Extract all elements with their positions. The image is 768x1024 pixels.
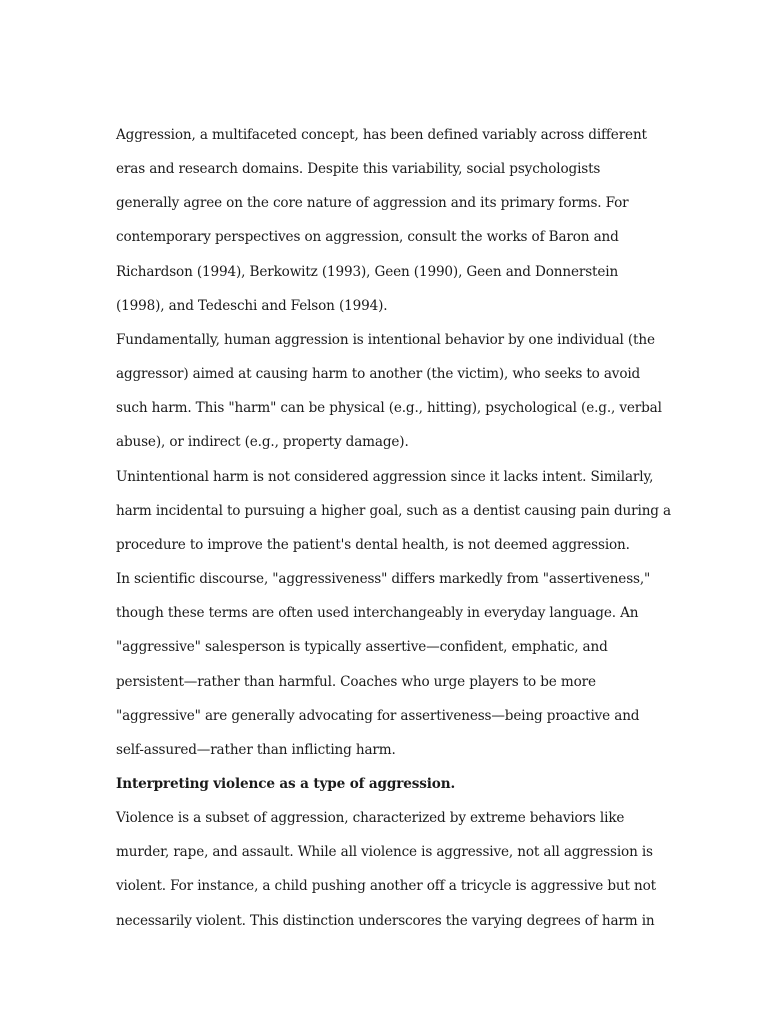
paragraph-unintentional-harm xyxy=(116,460,671,562)
paragraph-human-aggression xyxy=(116,323,662,460)
text-line: "aggressive" salesperson is typically assertive—confident, emphatic, and xyxy=(116,639,608,656)
text-line: though these terms are often used interchangeably in everyday language. An xyxy=(116,605,639,622)
heading-text: Interpreting violence as a type of aggression. xyxy=(116,775,456,792)
text-line: generally agree on the core nature of aggression and its primary forms. For xyxy=(116,195,629,212)
text-line: violent. For instance, a child pushing another off a tricycle is aggressive but not xyxy=(116,878,656,895)
text-line: (1998), and Tedeschi and Felson (1994). xyxy=(116,297,388,314)
paragraph-assertiveness xyxy=(116,562,656,767)
text-line: murder, rape, and assault. While all violence is aggressive, not all aggression is xyxy=(116,844,653,861)
text-line: Aggression, a multifaceted concept, has been defined variably across different xyxy=(116,127,647,143)
text-line: eras and research domains. Despite this variability, social psychologists xyxy=(116,161,601,178)
text-line: Richardson (1994), Berkowitz (1993), Geen (1990), Geen and Donnerstein xyxy=(116,263,619,280)
section-heading xyxy=(116,767,656,801)
text-line: procedure to improve the patient's dental health, is not deemed aggression. xyxy=(116,536,630,553)
text-line: Unintentional harm is not considered aggression since it lacks intent. Similarly, xyxy=(116,468,654,485)
paragraph-violence xyxy=(116,801,656,938)
text-line: "aggressive" are generally advocating for assertiveness—being proactive and xyxy=(116,707,640,724)
text-line: harm incidental to pursuing a higher goal, such as a dentist causing pain during a xyxy=(116,502,671,519)
text-line: abuse), or indirect (e.g., property damage). xyxy=(116,434,409,451)
text-line: aggressor) aimed at causing harm to another (the victim), who seeks to avoid xyxy=(116,366,641,383)
text-line: necessarily violent. This distinction underscores the varying degrees of harm in xyxy=(116,912,655,929)
text-line: contemporary perspectives on aggression, consult the works of Baron and xyxy=(116,229,619,246)
text-line: self-assured—rather than inflicting harm. xyxy=(116,741,396,758)
text-line: In scientific discourse, "aggressiveness" differs markedly from "assertiveness," xyxy=(116,571,651,588)
document-page xyxy=(116,118,671,938)
text-line: persistent—rather than harmful. Coaches who urge players to be more xyxy=(116,673,596,690)
text-line: Fundamentally, human aggression is intentional behavior by one individual (the xyxy=(116,331,655,348)
text-line: such harm. This "harm" can be physical (e.g., hitting), psychological (e.g., verbal xyxy=(116,400,662,417)
paragraph-aggression-definition xyxy=(116,118,656,323)
text-line: Violence is a subset of aggression, characterized by extreme behaviors like xyxy=(116,810,625,827)
